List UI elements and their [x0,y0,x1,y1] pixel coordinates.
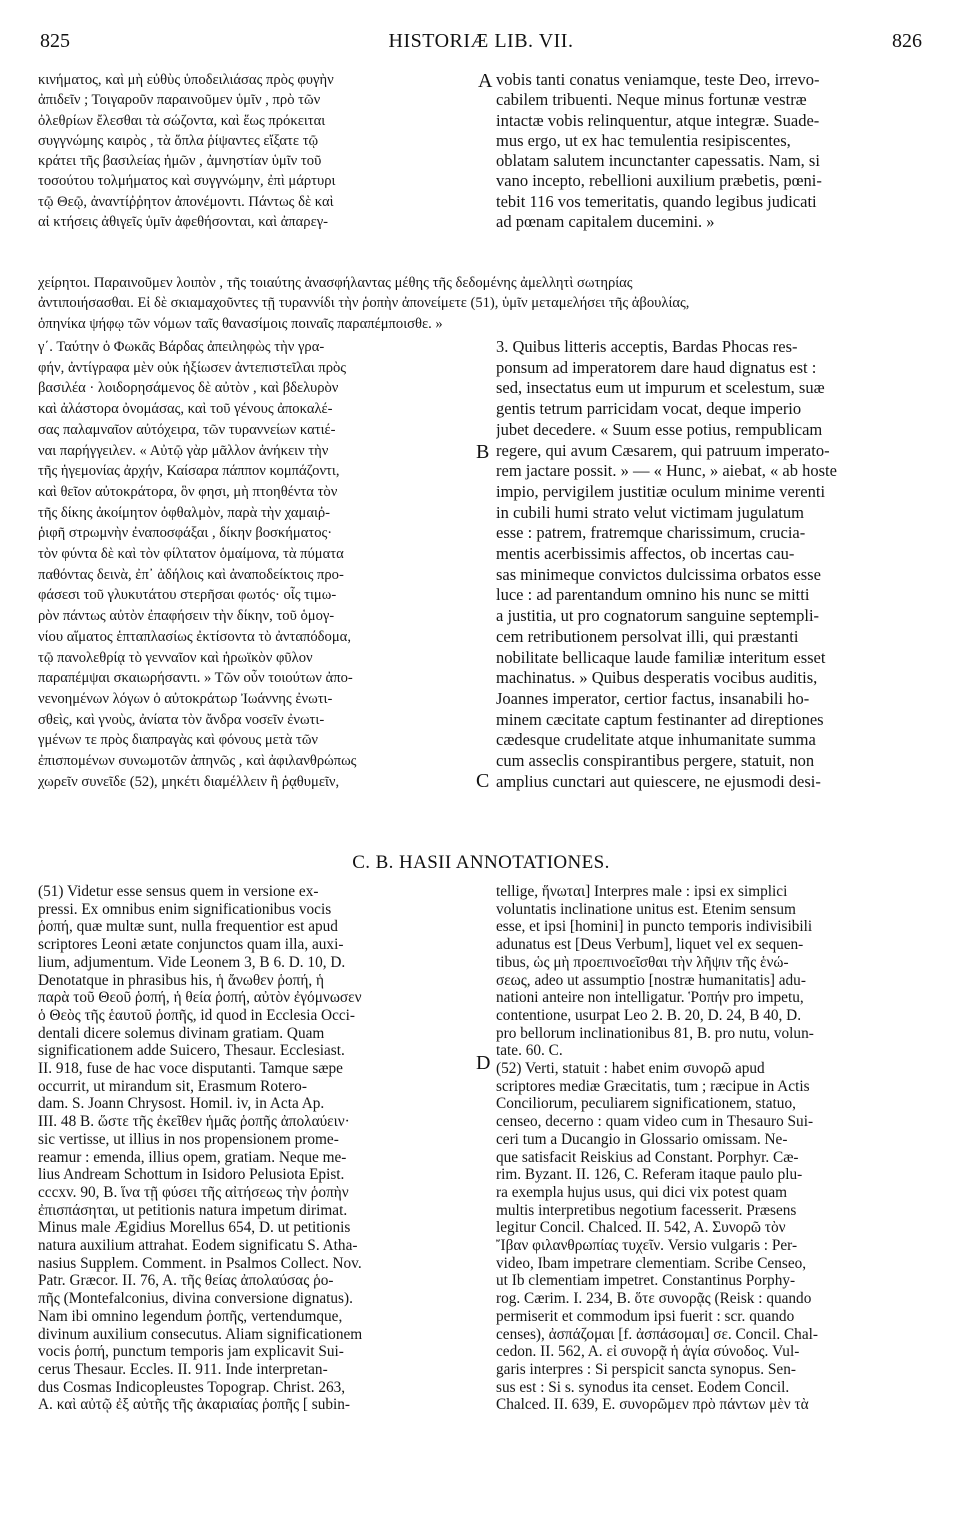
text-line: Nam ibi omnino legendum ῥοπῆς, vertendumque, [38,1307,343,1325]
notes-column-left [38,883,470,1414]
text-line: Patr. Græcor. II. 76, A. τῆς θείας ἀπολαύσας ῥο- [38,1272,334,1290]
text-line: Ἴβαν φιλανθρωπίας τυχεῖν. Versio vulgaris : Per- [496,1237,798,1255]
text-line: nationi anteire non intelligatur. Ῥοπήν pro impetu, [496,989,804,1007]
text-line: III. 48 B. ὥστε τῆς ἐκεῖθεν ἡμᾶς ῥοπῆς ἀπολαύειν· [38,1113,350,1131]
text-line: vocis ῥοπή, punctum temporis jam explicavit Sui- [38,1343,344,1361]
text-line: cccxv. 90, B. ἵνα τῇ φύσει τῆς αἰτήσεως τὴν ῥοπὴν [38,1183,349,1201]
text-line: intactæ vobis relinquentur, atque integræ. Suade- [496,110,820,130]
text-line: ὁπηνίκα ψήφῳ τῶν νόμων ταῖς θανασίμοις ποιναῖς παραπέμποισθε. » [38,315,443,332]
text-line: συγγνώμης καιρὸς , τὰ ὅπλα ῥίψαντες εἴξατε τῷ [38,132,319,149]
text-line: esse : patrem, fratremque charissimum, crucia- [496,523,806,543]
text-line: rim. Byzant. II. 126, C. Referam itaque paulo plu- [496,1166,803,1184]
greek-column-main [38,337,468,792]
text-line: τῆς ἡγεμονίας ἀρχήν, Καίσαρα πάππον κομπάζοντι, [38,463,340,480]
text-line: cum asseclis conspirantibus pergere, statuit, non [496,751,815,771]
text-line: (52) Verti, statuit : habet enim συνορῶ apud [496,1060,765,1078]
text-line: ρὸν πάντως αὐτὸν ἐπαφήσειν τὴν δίκην, τοῦ ὁμογ- [38,608,335,625]
text-line: divinum auxilium consecutus. Aliam significationem [38,1325,363,1343]
text-line: occurrit, ut mirandum sit, Erasmum Rotero- [38,1077,307,1095]
text-line: legitur Concil. Chalced. II. 542, A. Συνορῶ τὸν [496,1219,786,1237]
text-line: pressi. Ex omnibus enim significationibus vocis [38,900,332,918]
text-line: αἱ κτήσεις ἀθιγεῖς ὑμῖν ἀφεθήσονται, καὶ ἀπαρεγ- [38,214,329,231]
text-line: tellige, ἥνωται] Interpres male : ipsi ex simplici [496,883,788,900]
text-line: A. καὶ αὐτῷ ἐξ αὐτῆς τῆς ἀκαριαίας ῥοπῆς [ subin- [38,1396,350,1414]
text-line: a justitia, ut pro cognatorum sanguine septempli- [496,606,820,626]
text-line: significationem adde Suicero, Thesaur. Ecclesiast. [38,1042,345,1060]
text-line: pro bellorum inclinationibus 81, B. pro nutu, volun- [496,1024,814,1042]
text-line: γμένων τε πρὸς διαπραγὰς καὶ φόνους μετὰ τῶν [38,732,319,749]
text-line: Minus male Ægidius Morellus 654, D. ut petitionis [38,1219,351,1237]
text-line: video, Ibam impetrare clementiam. Scribe Censeo, [496,1254,807,1272]
text-line: contentione, usurpat Leo 2. B. 20, D. 24, B 40, D. [496,1006,802,1024]
text-line: κινήματος, καὶ μὴ εὐθὺς ὑποδειλιάσας πρὸς φυγὴν [38,72,334,88]
text-line: esse, et ipsi [homini] in puncto temporis indivisibili [496,918,813,936]
running-title: HISTORIÆ LIB. VII. [388,30,574,52]
text-line: νίου αἵματος ἑπταπλασίως ἐκτίσοντα τὸ ἀνταπόδομα, [38,628,351,645]
text-line: Chalced. II. 639, E. συνορῶμεν πρὸ πάντων μὲν τὰ [496,1396,809,1414]
text-line: nobilitate bellicaque laude familiæ interitum esset [496,647,826,667]
text-line: amplius cunctari aut quiescere, ne ejusmodi desi- [496,771,821,791]
text-line: ῥιφῆ στρωμνὴν ἐναποσφάξαι , δίκην βοσκήματος· [38,525,333,542]
greek-full-width-lines [38,273,924,334]
text-line: lium, adjumentum. Vide Leonem 3, B 6. D. 10, D. [38,953,346,971]
text-line: ra exempla hujus usus, qui dici vix potest quam [496,1183,788,1201]
margin-marker-c: C [476,770,490,792]
text-line: mentis acerbissimis affectos, ob incertas cau- [496,544,795,564]
text-line: ὀλεθρίων ἔλεσθαι τὰ σώζοντα, καὶ ἕως πρόκειται [38,112,326,129]
text-line: ponsum ad imperatorem dare haud dignatus est : [496,357,817,377]
text-line: cedon. II. 562, A. εἰ συνορᾷ ἡ ἁγία σύνοδος. Vul- [496,1343,800,1361]
text-line: ceri tum a Ducangio in Glossario omissam. Ne- [496,1130,788,1148]
text-line: τῷ Θεῷ, ἀναντίῤῥητον ἀπονέμοντι. Πάντως δὲ καὶ [38,193,334,210]
text-line: ἐπισπάσηται, ut petitionis natura impetum dirimat. [38,1201,348,1219]
text-line: καὶ θεῖον αὐτοκράτορα, ὃν φησι, μὴ πτοηθέντα τὸν [38,483,338,500]
text-line: καὶ ἀλάστορα ὀνομάσας, καὶ τοῦ γένους ἀποκαλέ- [38,401,333,418]
text-line: φήν, ἀντίγραφα μὲν οὐκ ἠξίωσεν ἀντεπιστεῖλαι πρὸς [38,359,347,376]
text-line: τοσούτου τολμήματος καὶ συγγνώμην, ἐπὶ μάρτυρι [38,173,336,190]
notes-column-right [496,883,930,1414]
text-line: que satisfacit Reiskius ad Constant. Porphyr. Cæ- [496,1148,799,1166]
text-line: impio, pervigilem justitiæ oculum minime verenti [496,481,826,501]
page-number-left: 825 [40,30,70,52]
text-line: sed, insectatus eum ut impurum et scelestum, suæ [496,378,825,398]
text-line: χείρητοι. Παραινοῦμεν λοιπὸν , τῆς τοιαύτης ἀνασφήλαντας μέθης τῆς δεδομένης ἀμελλητὶ σωτηρίας [38,275,633,291]
text-line: multis interpretibus negotium facesserit. Præsens [496,1201,797,1219]
text-line: Conciliorum, peculiarem significationem, statuo, [496,1095,796,1113]
text-line: κράτει τῆς βασιλείας ἡμῶν , ἀμνηστίαν ὑμῖν τοῦ [38,153,322,170]
text-line: vobis tanti conatus veniamque, teste Deo, irrevo- [496,70,820,89]
text-line: vano incepto, rebellioni auxilium præbetis, pœni- [496,171,822,191]
text-line: cædesque crudelitate atque inhumanitate summa [496,730,816,750]
text-line: oblatam salutem incunctanter capessatis. Nam, si [496,151,820,171]
margin-marker-b: B [476,441,490,463]
page-number-right: 826 [892,30,922,52]
text-line: censes), ἀσπάζομαι [f. ἀσπάσομαι] σε. Concil. Chal- [496,1325,818,1343]
text-line: rem jactare possit. » — « Hunc, » aiebat, « ab hoste [496,461,837,481]
text-line: παρὰ τοῦ Θεοῦ ῥοπή, ἡ θεία ῥοπή, αὐτὸν ἐγόμνωσεν [38,989,362,1007]
text-line: (51) Videtur esse sensus quem in versione ex- [38,883,319,900]
text-line: natura auxilium attrahat. Eodem significatu S. Atha- [38,1237,358,1255]
text-line: tibus, ὡς μὴ προεπινοεῖσθαι τὴν λῆψιν τῆς ἑνώ- [496,953,789,971]
text-line: gentis tetrum parricidam vocat, deque imperio [496,399,802,419]
text-line: dam. S. Joann Chrysost. Homil. iv, in Acta Ap. [38,1095,325,1113]
text-line: χωρεῖν συνεῖδε (52), μηκέτι διαμέλλειν ἢ ῥᾳθυμεῖν, [38,773,340,790]
text-line: ad pœnam capitalem ducemini. » [496,212,715,232]
text-line: ὁ Θεὸς τῆς ἑαυτοῦ ῥοπῆς, id quod in Ecclesia Occi- [38,1006,356,1024]
text-line: dus Cosmas Indicopleustes Topograp. Christ. 263, [38,1378,346,1396]
greek-column-top [38,70,478,232]
text-line: τῷ πανολεθρίᾳ τὸ γενναῖον καὶ ἡρωϊκὸν φῦλον [38,649,313,666]
text-line: sic vertisse, ut illius in nos propensionem prome- [38,1130,339,1148]
running-header [40,30,922,60]
text-line: γ΄. Ταύτην ὁ Φωκᾶς Βάρδας ἀπειληφὼς τὴν γρα- [38,339,325,355]
text-line: minem cæcitate captum festinanter ad direptiones [496,709,824,729]
text-line: adunatus est [Deus Verbum], liquet vel ex sequen- [496,936,804,954]
text-line: jubet decedere. « Suum esse potius, rempublicam [496,419,823,439]
text-line: nasius Supplem. Comment. in Psalmos Collect. Nov. [38,1254,362,1272]
text-line: lius Andream Schottum in Isidoro Pelusiota Epist. [38,1166,345,1184]
text-line: permiserit et commodum ipsi fuerit : scr. quando [496,1307,795,1325]
text-line: cem retributionem persolvat illi, qui præstanti [496,626,799,646]
text-line: παραπέμψαι σκαιωρήσαντι. » Τῶν οὖν τοιούτων ἀπο- [38,670,353,687]
text-line: scriptores mediæ Græcitatis, tum ; ræcipue in Actis [496,1077,810,1095]
latin-column-top [496,70,930,232]
text-line: regere, qui avum Cæsarem, qui patruum imperato- [496,440,830,460]
text-line: ut Ib clementiam impetret. Constantinus Porphy- [496,1272,796,1290]
text-line: rog. Cærim. I. 234, B. ὅτε συνορᾷς (Reisk : quando [496,1290,812,1308]
text-line: σας παλαμναῖον αὐτόχειρα, τῶν τυραννείων κατιέ- [38,421,336,438]
text-line: machinatus. » Quibus desperatis vocibus auditis, [496,668,818,688]
text-line: tebit 116 vos temeritatis, quando legibus judicati [496,191,817,211]
text-line: πῆς (Montefalconius, divina conversione dignatus). [38,1290,353,1308]
text-line: in cubili humi strato velut victimam jugulatum [496,502,804,522]
margin-marker-a: A [478,70,493,92]
annotations-heading: C. B. HASII ANNOTATIONES. [352,852,610,873]
text-line: Joannes imperator, certior factus, insanabili ho- [496,688,810,708]
text-line: Denotatque in phrasibus his, ἡ ἄνωθεν ῥοπή, ἡ [38,971,324,989]
text-line: βασιλέα · λοιδορησάμενος δὲ αὐτὸν , καὶ βδελυρὸν [38,380,339,397]
text-line: ἐπισπομένων συνωμοτῶν ἀπηνῶς , καὶ ἀφιλανθρώπως [38,753,357,770]
text-line: tate. 60. C. [496,1042,563,1060]
text-line: cabilem tribuenti. Neque minus fortunæ vestræ [496,90,807,110]
text-line: τῆς δίκης ἀκοίμητον ὀφθαλμὸν, παρὰ τὴν χαμαιῤ- [38,504,331,521]
text-line: dentali dicere solemus divinam gratiam. Quam [38,1024,325,1042]
text-line: νενοημένων λόγων ὁ αὐτοκράτωρ Ἰωάννης ἐνωτι- [38,690,333,707]
text-line: sas minimeque convictos dulcissima orbatos esse [496,564,821,584]
text-line: mus ergo, ut ex hac temulentia resipiscentes, [496,130,791,150]
text-line: 3. Quibus litteris acceptis, Bardas Phocas res- [496,337,798,356]
text-line: sus est : Si s. synodus ita censet. Eodem Concil. [496,1378,790,1396]
text-line: II. 918, fuse de hac voce disputanti. Tamque sæpe [38,1060,343,1078]
text-line: τὸν φύντα δὲ καὶ τὸν φίλτατον ὁμαίμονα, τὰ πύματα [38,546,344,563]
text-line: σθεὶς, καὶ γνοὺς, ἀνίατα τὸν ἄνδρα νοσεῖν ἐνωτι- [38,711,325,728]
text-line: ναι παρήγγειλεν. « Αὐτῷ γὰρ μᾶλλον ἀνήκειν τὴν [38,442,329,459]
text-line: σεως, adeo ut assumptio [nostræ humanitatis] adu- [496,971,806,989]
text-line: luce : ad parentandum omnino his nunc se mitti [496,585,810,605]
text-line: reamur : emenda, illius opem, gratiam. Neque me- [38,1148,347,1166]
text-line: censeo, decerno : quam video cum in Thesauro Sui- [496,1113,814,1131]
text-line: ῥοπή, quæ multæ sunt, nulla frequentior est apud [38,918,338,936]
text-line: scriptores Leoni ætate conjunctos quam illa, auxi- [38,936,344,954]
text-line: ἀπιδεῖν ; Τοιγαροῦν παραινοῦμεν ὑμῖν , πρὸ τῶν [38,92,321,109]
text-line: voluntatis inclinatione unitus est. Etenim sensum [496,900,796,918]
text-line: ἀντιποιήσασθαι. Εἰ δὲ σκιαμαχοῦντες τῇ τυραννίδι τὴν ῥοπὴν ἀπονείμετε (51), ὑμῖν μεταμελήσει τῆς ἀβουλίας, [38,295,690,312]
text-line: cerus Thesaur. Eccles. II. 911. Inde interpretan- [38,1360,328,1378]
text-line: φάσεσι τοῦ γλυκυτάτου στερῆσαι φωτός· οἷς τιμω- [38,587,337,604]
text-line: παθόντας δεινὰ, ἐπ᾽ ἀδήλοις καὶ ἀναποδείκτοις προ- [38,566,344,583]
margin-marker-d: D [476,1052,491,1074]
text-line: garis interpres : Si perspicit sancta synopus. Sen- [496,1360,796,1378]
latin-column-main [496,337,930,792]
